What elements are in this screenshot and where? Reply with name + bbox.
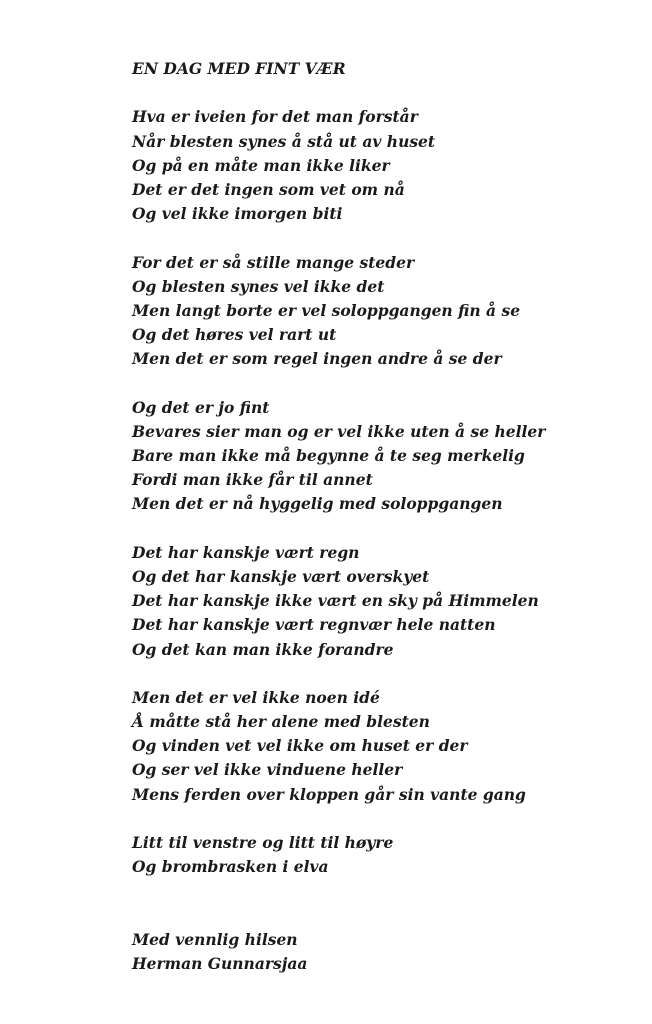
poem-stanza-3 bbox=[132, 396, 632, 517]
poem-line: Å måtte stå her alene med blesten bbox=[132, 712, 430, 732]
poem-line: For det er så stille mange steder bbox=[132, 252, 415, 272]
poem-stanza-4 bbox=[132, 541, 632, 662]
poem-line: Mens ferden over kloppen går sin vante gang bbox=[132, 784, 526, 804]
poem-line: Men det er vel ikke noen idé bbox=[132, 687, 380, 707]
poem-line: Bare man ikke må begynne å te seg merkelig bbox=[132, 446, 525, 465]
poem-line: Og vel ikke imorgen biti bbox=[132, 204, 343, 224]
poem-line: Og det har kanskje vært overskyet bbox=[132, 566, 430, 586]
poem-line: Det er det ingen som vet om nå bbox=[132, 179, 405, 199]
poem-line: Det har kanskje ikke vært en sky på Himmelen bbox=[132, 591, 539, 611]
poem-line: Og brombrasken i elva bbox=[132, 857, 329, 877]
poem-line: Og det høres vel rart ut bbox=[132, 325, 337, 345]
poem-stanza-2 bbox=[132, 251, 632, 372]
poem-stanza-1 bbox=[132, 105, 632, 226]
poem-line: Når blesten synes å stå ut av huset bbox=[132, 131, 436, 151]
poem-line: Bevares sier man og er vel ikke uten å se heller bbox=[132, 421, 546, 441]
poem-stanza-6 bbox=[132, 831, 632, 879]
poem-line: Det har kanskje vært regn bbox=[132, 542, 360, 562]
poem-line: Fordi man ikke får til annet bbox=[132, 470, 373, 490]
poem-title: EN DAG MED FINT VÆR bbox=[132, 59, 346, 78]
signoff-greeting: Med vennlig hilsen bbox=[132, 929, 298, 949]
poem-line: Og det er jo fint bbox=[132, 397, 270, 417]
poem-text-block bbox=[132, 57, 632, 976]
poem-line: Hva er iveien for det man forstår bbox=[132, 107, 418, 127]
poem-line: Litt til venstre og litt til høyre bbox=[132, 833, 394, 852]
poem-line: Og ser vel ikke vinduene heller bbox=[132, 760, 403, 780]
signoff-block bbox=[132, 928, 632, 976]
poem-line: Og på en måte man ikke liker bbox=[132, 155, 390, 175]
poem-line: Men det er som regel ingen andre å se der bbox=[132, 349, 502, 369]
poem-stanza-5 bbox=[132, 686, 632, 807]
signoff-author: Herman Gunnarsjaa bbox=[132, 953, 308, 973]
poem-line: Og det kan man ikke forandre bbox=[132, 639, 394, 659]
poem-line: Men langt borte er vel soloppgangen fin å se bbox=[132, 300, 521, 320]
poem-line: Det har kanskje vært regnvær hele natten bbox=[132, 615, 496, 635]
poem-line: Men det er nå hyggelig med soloppgangen bbox=[132, 494, 503, 514]
poem-line: Og blesten synes vel ikke det bbox=[132, 276, 385, 296]
poem-line: Og vinden vet vel ikke om huset er der bbox=[132, 736, 468, 756]
